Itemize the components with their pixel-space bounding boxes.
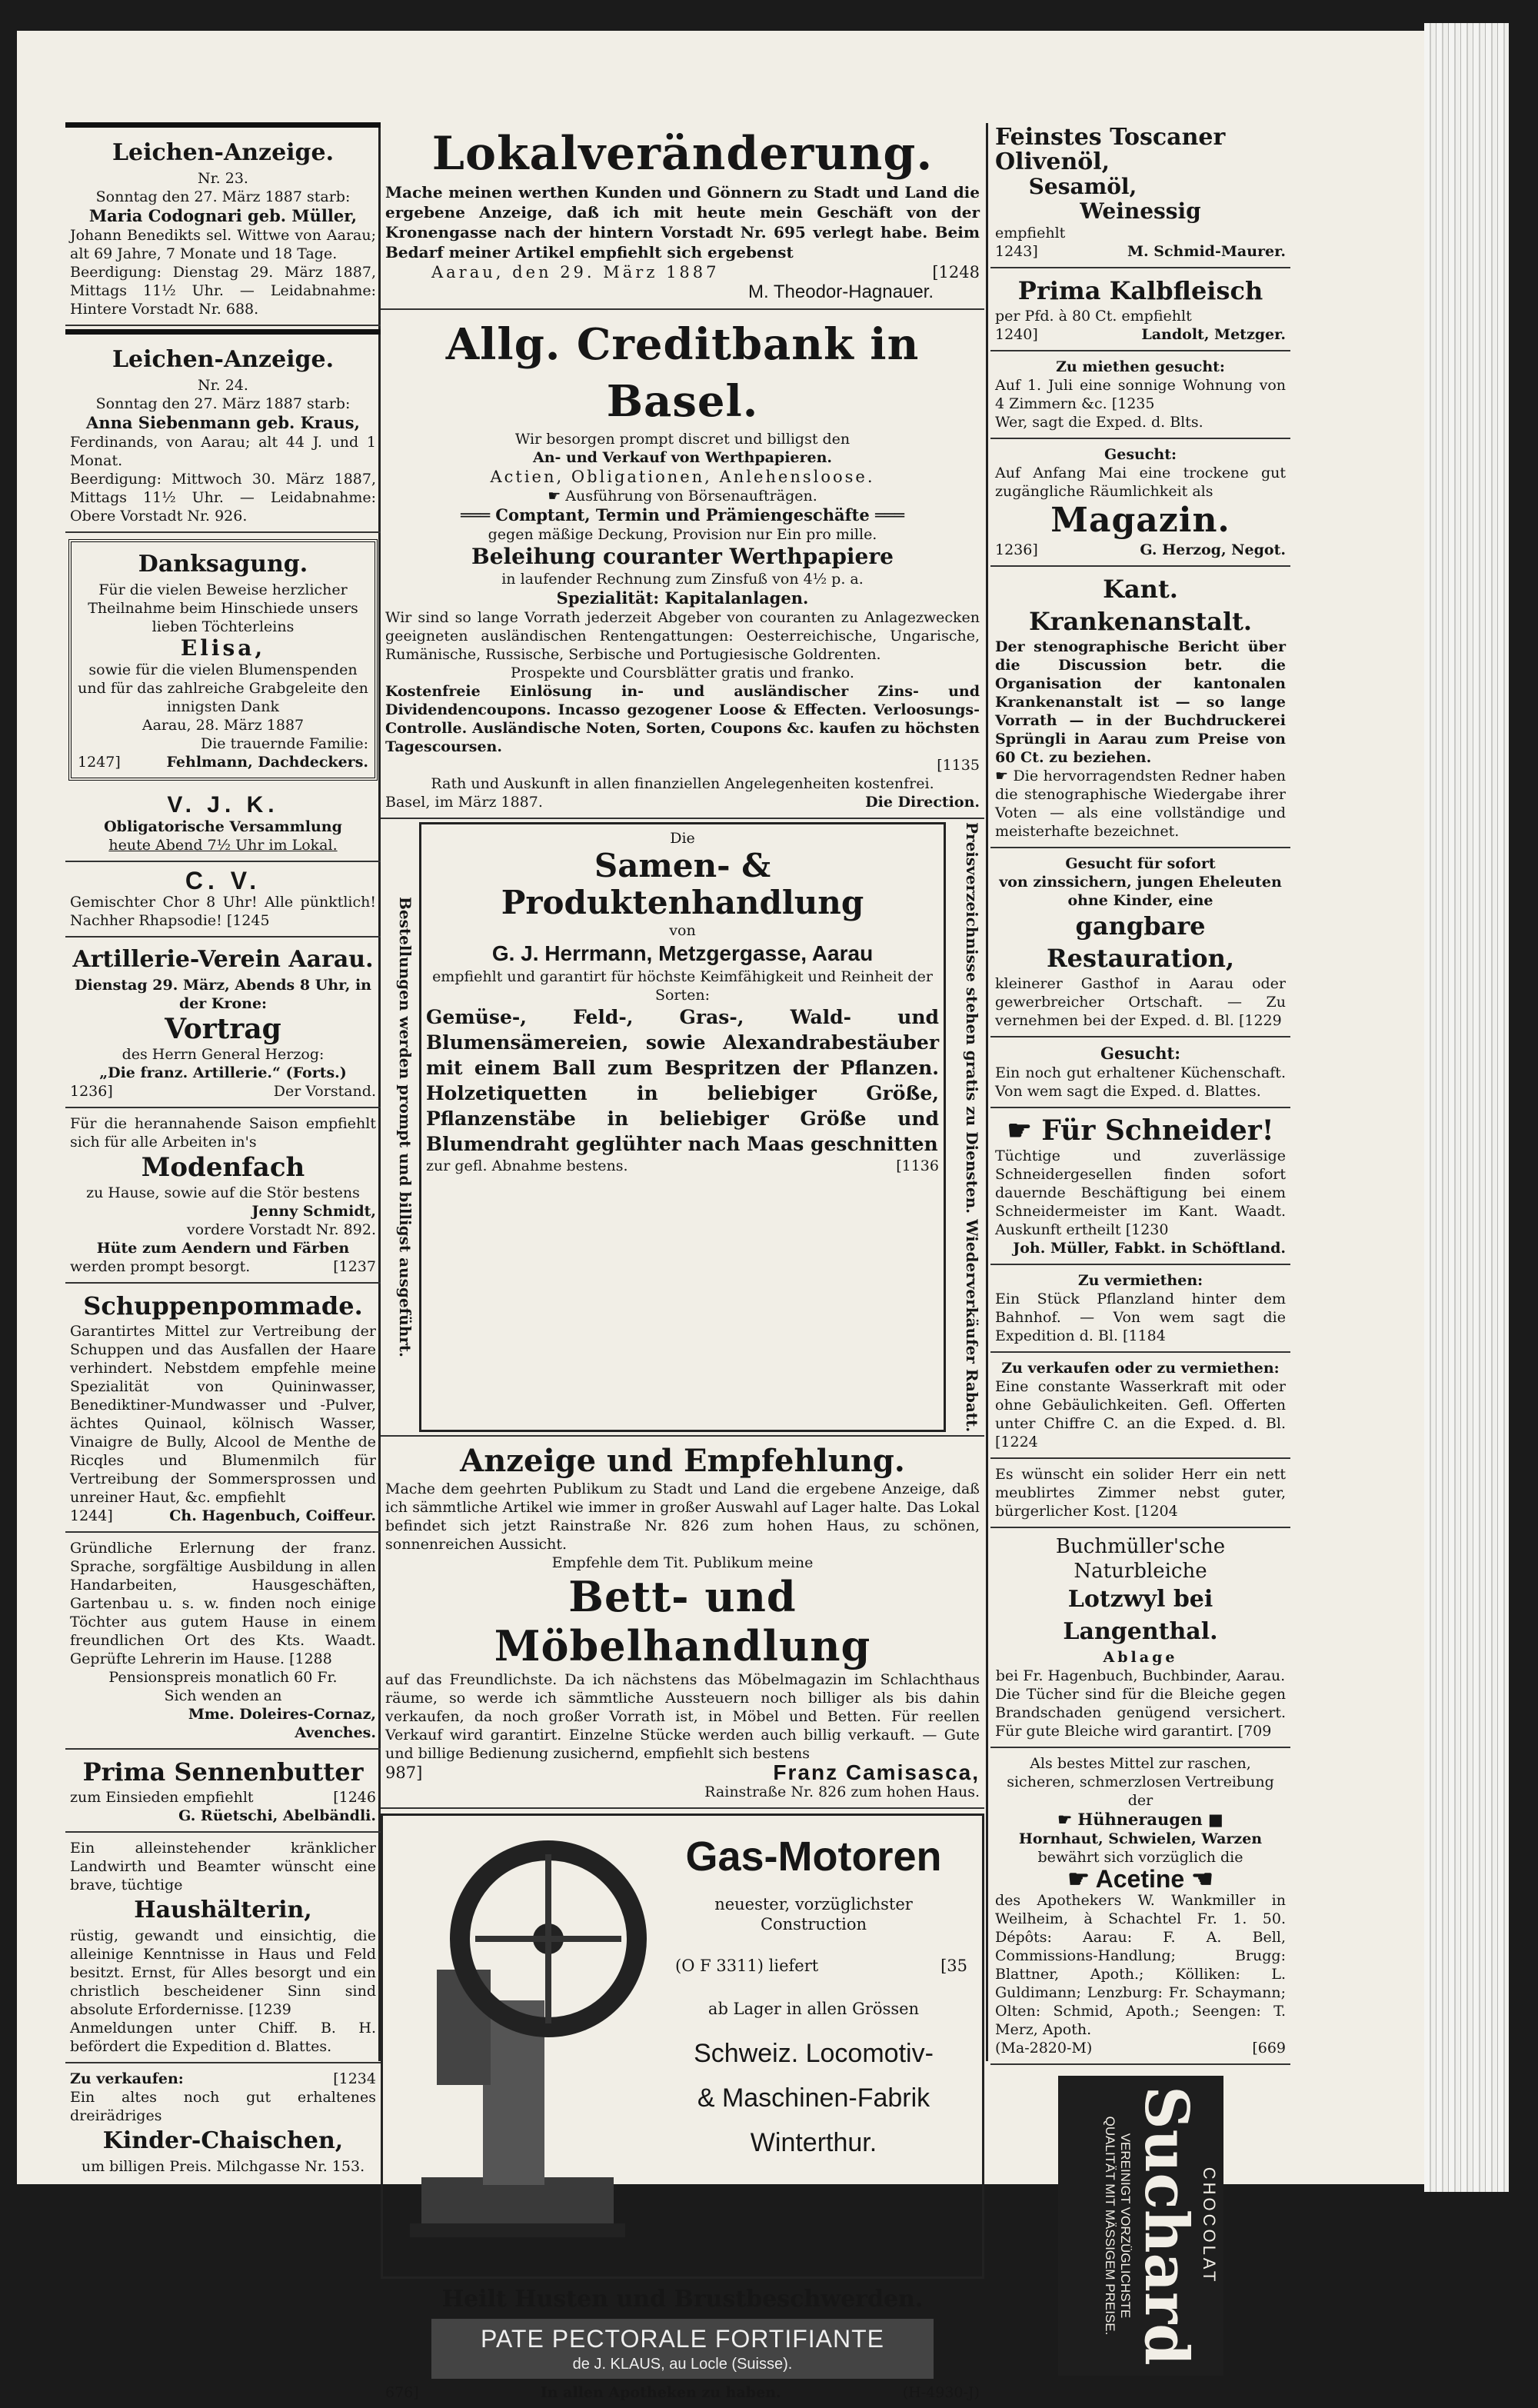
artillery-notice [65, 938, 381, 1108]
ad-number: [35 [940, 1957, 967, 1976]
artillery-date: Dienstag 29. März, Abends 8 Uhr, in der Krone: [75, 977, 371, 1012]
furniture-title: Anzeige und Empfehlung. [460, 1443, 905, 1480]
storage-title: Gesucht: [1104, 446, 1177, 463]
creditbank-line: Rath und Auskunft in allen finanziellen Angelegenheiten kostenfrei. [431, 775, 934, 792]
cough-availability: In allen Apotheken zu haben. [540, 2384, 781, 2402]
suchard-rotated [1058, 2076, 1223, 2376]
oil-title: Feinstes Toscaner Olivenöl, [995, 124, 1226, 175]
pommade-title: Schuppenpommade. [83, 1291, 363, 1321]
obituary-burial: Beerdigung: Mittwoch 30. März 1887, Mittags 11½ Uhr. — Leidabnahme: Obere Vorstadt Nr. 926. [70, 471, 376, 525]
creditbank-ad [381, 310, 984, 819]
obituary-name: Maria Codognari geb. Müller, [88, 206, 358, 225]
obituary-24 [65, 338, 381, 533]
acetine-line2: bewährt sich vorzüglich die [1037, 1849, 1243, 1866]
storage-text: Auf Anfang Mai eine trockene gut zugängliche Räumlichkeit als [995, 465, 1286, 500]
ad-number: 1236] [995, 541, 1038, 558]
obituary-text: Ferdinands, von Aarau; alt 44 J. und 1 Monat. [70, 434, 376, 469]
housekeeper-text: rüstig, gewandt und einsichtig, die alleinige Kenntnisse in Haus und Feld besitzt. Ernst, für Alles besorgt und ein christlich bescheidener Sinn sind absolute Erfordernisse. [70, 1927, 376, 2018]
seed-line: empfiehlt und garantirt für höchste Keimfähigkeit und Reinheit der Sorten: [432, 968, 933, 1004]
creditbank-comptant: Comptant, Termin und Prämiengeschäfte [495, 505, 870, 525]
obituary-title: Leichen-Anzeige. [112, 139, 335, 166]
gas-motor-code: (O F 3311) liefert [675, 1957, 819, 1976]
veal-title: Prima Kalbfleisch [1017, 276, 1263, 305]
seed-von: von [669, 922, 696, 939]
cough-remedy-ad [381, 2279, 984, 2408]
modenfach-title: Modenfach [141, 1152, 305, 1183]
thanks-signature: Fehlmann, Dachdeckers. [166, 754, 368, 771]
obituary-number: Nr. 24. [198, 377, 248, 394]
page-stack-edge [1424, 23, 1509, 2192]
seed-box [419, 822, 946, 1432]
seed-side-right: Preisverzeichnisse stehen gratis zu Diensten. Wiederverkäufer Rabatt. [963, 822, 981, 1433]
ad-number: [1239 [248, 2001, 291, 2018]
pointing-hand-icon: ☛ [1007, 1114, 1042, 1147]
rent-text: Auf 1. Juli eine sonnige Wohnung von 4 Zimmern &c. [995, 377, 1286, 412]
cupboard-title: Gesucht: [1100, 1044, 1180, 1063]
hospital-title: Kant. Krankenanstalt. [1028, 575, 1253, 636]
butter-line: zum Einsieden empfiehlt [70, 1789, 254, 1806]
obituary-text: Johann Benedikts sel. Wittwe von Aarau; alt 69 Jahre, 7 Monate und 18 Tage. [70, 227, 376, 262]
bleaching-depot: Ablage [1103, 1649, 1178, 1666]
pointing-hand-icon: ☛ [1057, 1810, 1078, 1829]
acetine-corns [995, 1810, 1286, 1830]
relocation-signature: M. Theodor-Hagnauer. [747, 281, 934, 302]
rent-contact: Wer, sagt die Exped. d. Blts. [995, 414, 1203, 431]
creditbank-line: Beleihung couranter Werthpapiere [471, 544, 894, 569]
thanks-family: Die trauernde Familie: [201, 735, 368, 752]
furniture-line: Empfehle dem Tit. Publikum meine [551, 1554, 814, 1572]
pram-ad [65, 2063, 381, 2182]
creditbank-line: Prospekte und Coursblätter gratis und franko. [511, 664, 854, 681]
oil-ad [990, 119, 1290, 268]
oil-recommend: empfiehlt [995, 225, 1066, 241]
ad-number: [709 [1237, 1723, 1272, 1740]
gas-engine-illustration [406, 1839, 629, 2246]
artillery-signature: Der Vorstand. [273, 1083, 376, 1100]
plot-text: Ein Stück Pflanzland hinter dem Bahnhof. — Von wem sagt die Expedition d. Bl. [995, 1291, 1286, 1344]
ad-number: [1288 [289, 1650, 332, 1667]
school-contact: Sich wenden an [164, 1687, 282, 1704]
ad-number: [1224 [995, 1434, 1038, 1450]
furniture-text: Mache dem geehrten Publikum zu Stadt und Land die ergebene Anzeige, daß ich sämmtliche Artikel wie immer in großer Auswahl auf Lager halte. Das Lokal befindet sich jetzt Rainstraße Nr. 826 zum hohen Haus, zu schönen, sonnenreichen Aussicht. [385, 1480, 980, 1554]
rent-wanted-ad [990, 351, 1290, 439]
ad-number: 1247] [78, 754, 121, 771]
pommade-ad [65, 1284, 381, 1533]
modenfach-ad [65, 1108, 381, 1284]
seed-name: G. J. Herrmann, Metzgergasse, Aarau [491, 941, 874, 965]
column-rule-right [986, 123, 988, 2061]
furniture-text2: auf das Freundlichste. Da ich nächstens das Möbelmagazin im Schlachthaus räume, so werde ich sämmtliche Aussteuern noch billiger als bis dahin verkaufen, da noch großer Vorrath ist, in Möbel und Betten. Für reellen Verkauf wird garantirt. Einzelne Stücke werden auch billig verkauft. — Gute und billige Bedienung zusichernd, empfiehlt sich bestens [385, 1671, 980, 1763]
pointing-hand-icon: ☛ [1067, 1865, 1096, 1893]
gas-motor-text [660, 1831, 967, 2165]
thanks-text2: sowie für die vielen Blumenspenden und für das zahlreiche Grabgeleite den innigsten Dank [78, 661, 368, 715]
butter-title: Prima Sennenbutter [82, 1757, 364, 1787]
seed-title: Samen- & Produktenhandlung [501, 847, 864, 921]
tailor-heading [995, 1114, 1286, 1147]
modenfach-intro: Für die herannahende Saison empfiehlt sich für alle Arbeiten in's [70, 1115, 376, 1151]
engine-plinth [410, 2223, 625, 2237]
ad-number: [1237 [333, 1258, 376, 1275]
modenfach-line: zu Hause, sowie auf die Stör bestens [86, 1184, 360, 1201]
gas-motor-ad [381, 1813, 984, 2279]
obituary-burial: Beerdigung: Dienstag 29. März 1887, Mittags 11½ Uhr. — Leidabnahme: Hintere Vorstadt Nr. 688. [70, 264, 376, 318]
ad-number: [1248 [932, 263, 980, 281]
room-wanted-ad [990, 1459, 1290, 1528]
pram-title: Kinder-Chaischen, [102, 2127, 344, 2154]
oil-line2: Weinessig [1080, 198, 1201, 224]
bleaching-ad [990, 1528, 1290, 1748]
cupboard-wanted-ad [990, 1037, 1290, 1108]
obituary-name: Anna Siebenmann geb. Kraus, [86, 413, 360, 432]
storage-signature: G. Herzog, Negot. [1140, 541, 1286, 558]
acetine-corns-label: Hühneraugen [1077, 1810, 1203, 1829]
rule [65, 329, 381, 335]
gas-motor-maker: Schweiz. Locomotiv- [694, 2039, 934, 2069]
creditbank-text: Kostenfreie Einlösung in- und ausländischer Zins- und Dividendencoupons. Incasso gezogener Loose & Effecten. Verloosungs-Controlle. Ausländische Noten, Sorten, Coupons &c. kaufen zu höchsten Tagescoursen. [385, 683, 980, 755]
tailor-signature: Joh. Müller, Fabkt. in Schöftland. [1013, 1240, 1286, 1257]
gas-motor-maker2: & Maschinen-Fabrik [697, 2083, 930, 2113]
modenfach-address: vordere Vorstadt Nr. 892. [186, 1221, 376, 1238]
acetine-title: Acetine [1095, 1865, 1185, 1893]
housekeeper-ad [65, 1833, 381, 2063]
restaurant-line2: von zinssichern, jungen Eheleuten ohne Kinder, eine [999, 874, 1282, 909]
creditbank-line [385, 505, 980, 525]
pate-maker: de J. KLAUS, au Locle (Suisse). [572, 2356, 793, 2373]
school-price: Pensionspreis monatlich 60 Fr. [108, 1669, 338, 1686]
relocation-date: Aarau, den 29. März 1887 [431, 263, 720, 281]
creditbank-title: Allg. Creditbank in Basel. [445, 319, 920, 427]
ad-number: [1246 [333, 1789, 376, 1806]
creditbank-signature: Die Direction. [865, 794, 980, 811]
double-rule-icon: ═══ [461, 505, 496, 525]
acetine-heading [995, 1867, 1286, 1891]
pate-banner [431, 2319, 934, 2379]
vjk-title: V. J. K. [167, 792, 279, 818]
ad-number: 676] [385, 2384, 419, 2402]
gas-motor-place: Winterthur. [750, 2128, 877, 2158]
creditbank-line [385, 487, 980, 505]
school-place: Avenches. [295, 1724, 376, 1741]
creditbank-text: Wir sind so lange Vorrath jederzeit Abgeber von couranten zu Anlagezwecken geeigneten ausländischen Rentengattungen: Oesterreichische, Ungarische, Rumänische, Russische, Serbische und Portugiesische Goldrenten. [385, 609, 980, 663]
school-name: Mme. Doleires-Cornaz, [188, 1706, 376, 1723]
cough-title: Heilt Husten und Brustbeschwerden. [441, 2286, 924, 2313]
artillery-lecture: Vortrag [165, 1013, 281, 1045]
acetine-code: (Ma-2820-M) [995, 2040, 1093, 2057]
modenfach-line2: werden prompt besorgt. [70, 1258, 251, 1275]
water-title: Zu verkaufen oder zu vermiethen: [1001, 1360, 1280, 1377]
modenfach-name: Jenny Schmidt, [251, 1203, 376, 1220]
bleaching-title: Buchmüller'sche Naturbleiche [1055, 1535, 1226, 1583]
acetine-intro: Als bestes Mittel zur raschen, sicheren, schmerzlosen Vertreibung der [1007, 1755, 1274, 1809]
rule [65, 122, 381, 128]
obituary-line: Sonntag den 27. März 1887 starb: [95, 395, 351, 412]
pointing-hand-icon: ☛ [548, 488, 566, 505]
butter-signature: G. Rüetschi, Abelbändli. [178, 1807, 376, 1824]
veal-signature: Landolt, Metzger. [1141, 326, 1286, 343]
veal-price: per Pfd. à 80 Ct. empfiehlt [995, 308, 1192, 325]
gas-motor-line: neuester, vorzüglichster Construction [714, 1895, 913, 1934]
cupboard-text: Ein noch gut erhaltener Küchenschaft. Von wem sagt die Exped. d. Blattes. [995, 1064, 1286, 1100]
pram-price: um billigen Preis. Milchgasse Nr. 153. [81, 2158, 365, 2175]
gas-motor-line: ab Lager in allen Grössen [707, 2000, 920, 2019]
housekeeper-contact: Anmeldungen unter Chiff. B. H. befördert die Expedition d. Blattes. [70, 2020, 376, 2055]
thanks-text: Für die vielen Beweise herzlicher Theilnahme beim Hinschiede unsers lieben Töchterleins [88, 581, 358, 635]
suchard-line: VEREINIGT VORZÜGLICHSTE [1117, 2133, 1133, 2319]
tailor-ad [990, 1108, 1290, 1265]
language-school-ad [65, 1533, 381, 1750]
hospital-text: Der stenographische Bericht über die Discussion betr. die Organisation der kantonalen Krankenanstalt ist — so lange Vorrath — in der Buchdruckerei Sprüngli in Aarau zum Preise von 60 Ct. zu beziehen. [995, 638, 1286, 766]
vjk-line: Obligatorische Versammlung [104, 818, 342, 835]
creditbank-line: Spezialität: Kapitalanlagen. [556, 588, 809, 608]
bleaching-place: Lotzwyl bei Langenthal. [1063, 1586, 1218, 1645]
creditbank-line: gegen mäßige Deckung, Provision nur Ein pro mille. [488, 526, 877, 543]
ad-number: [1229 [1238, 1012, 1282, 1029]
restaurant-line: Gesucht für sofort [1065, 855, 1216, 872]
gas-motor-title: Gas-Motoren [685, 1833, 942, 1880]
obituary-number: Nr. 23. [198, 170, 248, 187]
hospital-report-ad [990, 567, 1290, 848]
relocation-text: Mache meinen werthen Kunden und Gönnern zu Stadt und Land die ergebene Anzeige, daß ich mit heute mein Geschäft von der Kronengasse nach der hintern Vorstadt Nr. 695 verlegt habe. Beim Bedarf meiner Artikel empfiehlt sich ergebenst [385, 183, 980, 261]
suchard-brand: Suchard [1130, 2086, 1201, 2366]
cough-code: (H-4930-J) [902, 2384, 980, 2402]
acetine-line: Hornhaut, Schwielen, Warzen [1018, 1830, 1263, 1847]
pointing-hand-icon: ☚ [1184, 1865, 1213, 1893]
restaurant-wanted-ad [990, 848, 1290, 1037]
cv-notice [65, 862, 381, 938]
artillery-title: Artillerie-Verein Aarau. [72, 946, 374, 973]
ad-number: [1234 [333, 2070, 376, 2087]
ad-number: 1243] [995, 243, 1038, 260]
pram-heading: Zu verkaufen: [70, 2070, 184, 2087]
acetine-text: des Apothekers W. Wankmiller in Weilheim, à Schachtel Fr. 1. 50. Dépôts: Aarau: F. A. Bell, Commissions-Handlung; Brugg: Blattner, Apoth.; Kölliken: L. Guldimann; Lenzburg: Fr. Schaymann; Olten: Schmid, Apoth.; Seengen: T. Merz, Apoth. [995, 1892, 1286, 2038]
ad-number: [1184 [1123, 1327, 1166, 1344]
artillery-speaker: des Herrn General Herzog: [122, 1046, 325, 1063]
plot-title: Zu vermiethen: [1077, 1272, 1203, 1289]
suchard-line2: QUALITÄT MIT MÄSSIGEM PREISE. [1102, 2116, 1117, 2336]
pommade-signature: Ch. Hagenbuch, Coiffeur. [169, 1507, 376, 1524]
butter-ad [65, 1750, 381, 1833]
vjk-notice [65, 787, 381, 862]
oil-line: Sesamöl, [1028, 174, 1137, 199]
ad-number: 1240] [995, 326, 1038, 343]
room-text: Es wünscht ein solider Herr ein nett meublirtes Zimmer nebst guter, bürgerlicher Kost. [995, 1466, 1286, 1520]
pate-title: PATE PECTORALE FORTIFIANTE [480, 2325, 885, 2353]
rent-title: Zu miethen gesucht: [1056, 358, 1225, 375]
oil-signature: M. Schmid-Maurer. [1127, 243, 1286, 260]
plot-rent-ad [990, 1265, 1290, 1353]
creditbank-line: An- und Verkauf von Werthpapieren. [532, 449, 833, 466]
bleaching-agent: bei Fr. Hagenbuch, Buchbinder, Aarau. [995, 1667, 1286, 1684]
seed-products: Gemüse-, Feld-, Gras-, Wald- und Blumensämereien, sowie Alexandrabestäuber mit einem Ball zum Bespritzen der Pflanzen. Holzetiquetten in beliebiger Größe, Pflanzenstäbe in beliebiger Größe und Blumendraht geglühter nach Maas geschnitten [426, 1006, 939, 1155]
creditbank-orders: Ausführung von Börsenaufträgen. [565, 488, 817, 505]
ad-number: 1244] [70, 1507, 113, 1524]
bleaching-text: Die Tücher sind für die Bleiche gegen Brandschaden genügend versichert. Für gute Bleiche wird garantirt. [995, 1686, 1286, 1740]
ad-number: 987] [385, 1764, 423, 1783]
furniture-ad [381, 1437, 984, 1809]
hospital-text2: Die hervorragendsten Redner haben die stenographische Wiedergabe ihrer Voten — als eine vollständige und meisterhafte bezeichnet. [995, 768, 1286, 840]
ad-number: 1236] [70, 1083, 113, 1100]
storage-magazin: Magazin. [1050, 501, 1230, 540]
creditbank-line: Actien, Obligationen, Anlehensloose. [490, 468, 875, 486]
ad-number: [1135 [937, 757, 980, 774]
water-power-ad [990, 1353, 1290, 1459]
left-column [65, 119, 381, 2184]
pointing-hand-icon: ☛ [995, 768, 1014, 784]
ad-number: [1204 [1134, 1503, 1178, 1520]
obituary-23 [65, 131, 381, 326]
suchard-ad [1058, 2076, 1223, 2376]
thanks-name: Elisa, [180, 635, 266, 661]
creditbank-date: Basel, im März 1887. [385, 794, 543, 811]
relocation-title: Lokalveränderung. [431, 127, 934, 181]
engine-base [421, 2177, 614, 2231]
obituary-title: Leichen-Anzeige. [112, 346, 335, 373]
vjk-line2: heute Abend 7½ Uhr im Lokal. [108, 837, 338, 854]
furniture-address: Rainstraße Nr. 826 zum hohen Haus. [704, 1784, 980, 1801]
middle-column [381, 119, 984, 2402]
relocation-ad [381, 119, 984, 310]
pram-text: Ein altes noch gut erhaltenes dreirädriges [70, 2089, 376, 2124]
school-text: Gründliche Erlernung der franz. Sprache, sorgfältige Ausbildung in allen Handarbeiten, Hausgeschäften, Gartenbau u. s. w. finden noch einige Töchter aus gutem Hause in einem freundlichen Ort des Kts. Waadt. Geprüfte Lehrerin im Hause. [70, 1540, 376, 1667]
storage-wanted-ad [990, 439, 1290, 567]
ad-number: [1235 [1111, 395, 1155, 412]
obituary-line: Sonntag den 27. März 1887 starb: [95, 188, 351, 205]
cv-title: C. V. [185, 867, 261, 894]
ad-number: [1230 [1125, 1221, 1169, 1238]
pommade-text: Garantirtes Mittel zur Vertreibung der Schuppen und das Ausfallen der Haare verhindert. Nebstdem empfehle meine Spezialität von Quininwasser, Benediktiner-Mundwasser und -Pulver, ächtes Quinaol, kölnisch Wasser, Vinaigre de Bully, Alcool de Menthe de Ricqles und Blumenmilch für Vertreibung der Sommersprossen und unreiner Haut, &c. empfiehlt [70, 1323, 376, 1506]
artillery-topic: „Die franz. Artillerie.“ (Forts.) [99, 1064, 347, 1081]
furniture-title2: Bett- und Möbelhandlung [494, 1572, 871, 1671]
ad-number: [1136 [896, 1157, 939, 1174]
thanks-notice [68, 539, 378, 781]
veal-ad [990, 268, 1290, 351]
furniture-signature: Franz Camisasca, [773, 1760, 980, 1785]
tailor-title: Für Schneider! [1041, 1114, 1274, 1147]
seed-line2: zur gefl. Abnahme bestens. [426, 1157, 628, 1174]
seed-side-left: Bestellungen werden prompt und billigst ausgeführt. [396, 897, 414, 1358]
thanks-title: Danksagung. [138, 551, 308, 578]
restaurant-text: kleinerer Gasthof in Aarau oder gewerbreicher Ortschaft. — Zu vernehmen bei der Exped. d. Bl. [995, 975, 1286, 1029]
ad-number: [1245 [226, 912, 270, 929]
cv-text: Gemischter Chor 8 Uhr! Alle pünktlich! Nachher Rhapsodie! [70, 894, 376, 929]
seed-shop-ad [381, 819, 984, 1437]
suchard-chocolat: CHOCOLAT [1199, 2167, 1219, 2285]
water-text: Eine constante Wasserkraft mit oder ohne Gebäulichkeiten. Gefl. Offerten unter Chiffre C. an die Exped. d. Bl. [995, 1378, 1286, 1432]
acetine-ad [990, 1748, 1290, 2065]
creditbank-line: Wir besorgen prompt discret und billigst den [514, 431, 851, 448]
tailor-text: Tüchtige und zuverlässige Schneidergesellen finden sofort dauernde Beschäftigung bei einem Schneidermeister im Kant. Waadt. Auskunft ertheilt [995, 1147, 1286, 1238]
right-column [990, 119, 1290, 2366]
housekeeper-intro: Ein alleinstehender kränklicher Landwirth und Beamter wünscht eine brave, tüchtige [70, 1840, 376, 1893]
black-bar-icon: ■ [1202, 1810, 1223, 1829]
double-rule-icon: ═══ [869, 505, 904, 525]
seed-die: Die [670, 830, 695, 847]
ad-number: [669 [1252, 2040, 1286, 2057]
creditbank-line: in laufender Rechnung zum Zinsfuß von 4½ p. a. [501, 571, 864, 588]
thanks-place: Aarau, 28. März 1887 [141, 717, 305, 734]
modenfach-hats: Hüte zum Aendern und Färben [96, 1240, 350, 1257]
housekeeper-title: Haushälterin, [134, 1897, 312, 1923]
restaurant-title: gangbare Restauration, [1046, 911, 1235, 973]
